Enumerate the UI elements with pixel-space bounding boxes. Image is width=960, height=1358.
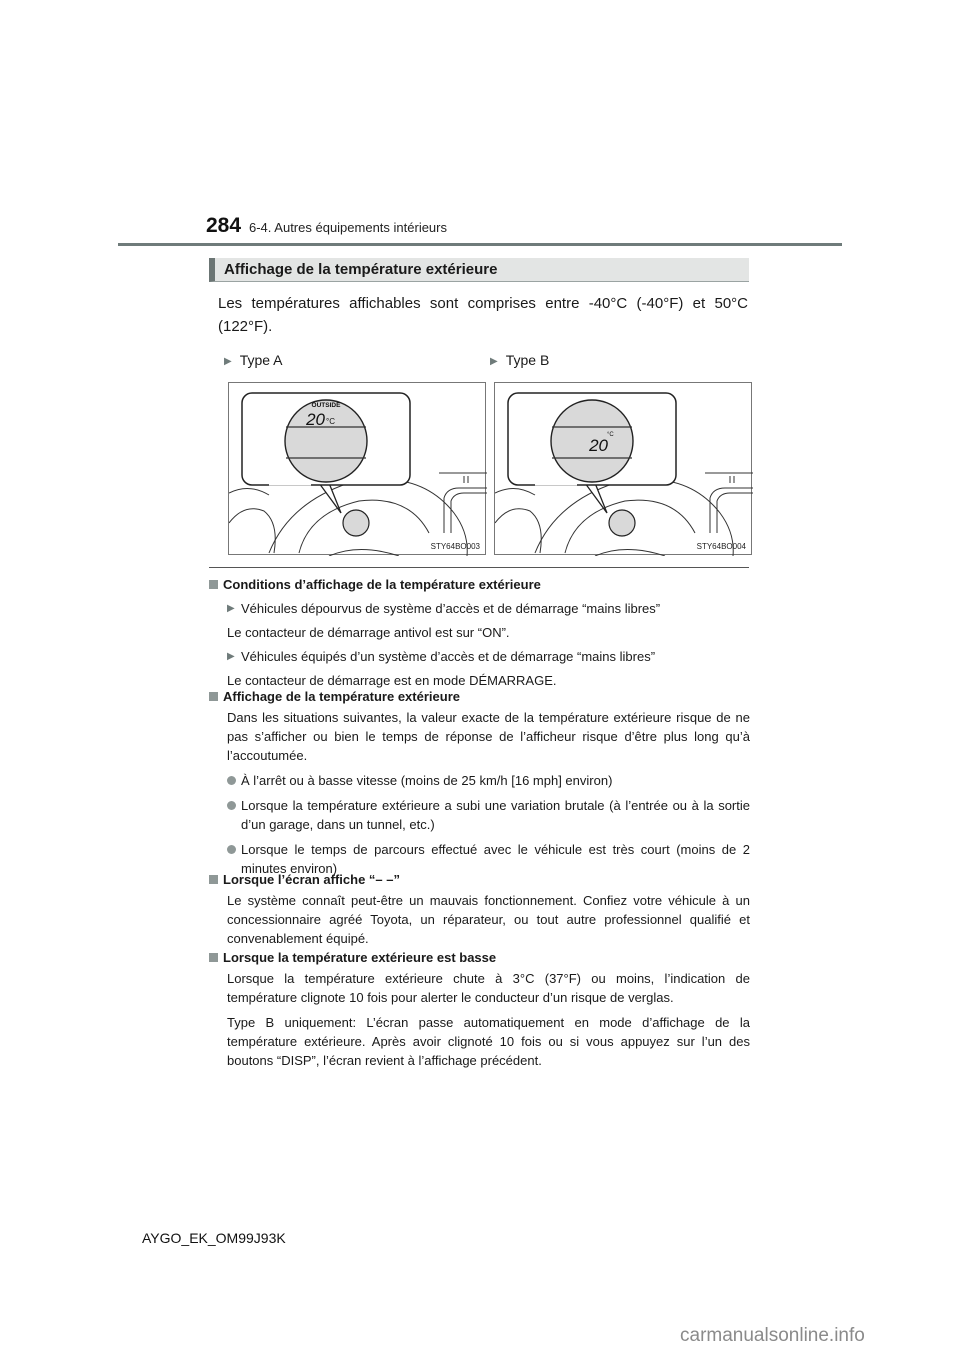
dashes-heading: Lorsque l’écran affiche “– –” — [209, 870, 750, 889]
figure-type-a — [228, 382, 486, 555]
low-temp-text-2: Type B uniquement: L’écran passe automatiquement en mode d’affichage de la température extérieure. Après avoir clignoté 10 fois ou si vous appuyez sur l’un des boutons “DISP”, l’écran revient à l’affichage précédent. — [227, 1015, 750, 1068]
section-title-bar — [209, 258, 749, 282]
svg-text:°C: °C — [326, 417, 335, 426]
conditions-section — [209, 575, 750, 690]
watermark: carmanualsonline.info — [680, 1325, 865, 1346]
figures-divider — [209, 567, 749, 568]
type-b-label: ▶ Type B — [490, 352, 550, 368]
triangle-right-icon: ▶ — [490, 356, 498, 367]
svg-text:20: 20 — [589, 436, 608, 455]
low-temp-heading: Lorsque la température extérieure est basse — [209, 948, 750, 967]
dashes-section — [209, 870, 750, 948]
figure-code: STY64BO004 — [696, 542, 746, 551]
display-bullet-1: À l’arrêt ou à basse vitesse (moins de 25 km/h [16 mph] environ) — [209, 771, 750, 790]
dashes-text: Le système connaît peut-être un mauvais fonctionnement. Confiez votre véhicule à un concessionnaire agréé Toyota, un réparateur, ou tout autre professionnel qualifié et convenablement équipé. — [227, 893, 750, 946]
condition-text-1: Le contacteur de démarrage antivol est sur “ON”. — [227, 625, 510, 640]
dashboard-illustration-icon — [495, 383, 753, 556]
type-a-label: ▶ Type A — [224, 352, 283, 368]
intro-text: Les températures affichables sont comprises entre -40°C (-40°F) et 50°C (122°F). — [218, 295, 748, 335]
condition-sub-1: ▶ Véhicules dépourvus de système d’accès et de démarrage “mains libres” — [227, 601, 661, 616]
svg-text:20: 20 — [306, 410, 325, 429]
figure-type-b — [494, 382, 752, 555]
display-bullet-2: Lorsque la température extérieure a subi une variation brutale (à l’entrée ou à la sortie d’un garage, dans un tunnel, etc.) — [209, 796, 750, 834]
svg-text:°C: °C — [607, 432, 614, 438]
low-temp-text-1: Lorsque la température extérieure chute à 3°C (37°F) ou moins, l’indication de température clignote 10 fois pour alerter le conducteur d’un risque de verglas. — [227, 971, 750, 1005]
page-number: 284 — [206, 214, 242, 237]
section-title: Affichage de la température extérieure — [224, 261, 498, 278]
triangle-right-icon: ▶ — [227, 603, 235, 614]
triangle-right-icon: ▶ — [227, 651, 235, 662]
svg-text:OUTSIDE: OUTSIDE — [311, 402, 341, 409]
display-heading: Affichage de la température extérieure — [209, 687, 750, 706]
conditions-heading: Conditions d’affichage de la température extérieure — [209, 575, 750, 594]
low-temp-section — [209, 948, 750, 1070]
figure-code: STY64BO003 — [430, 542, 480, 551]
header-divider — [118, 243, 842, 246]
section-path: 6-4. Autres équipements intérieurs — [249, 220, 447, 235]
display-section — [209, 687, 750, 878]
condition-sub-2: ▶ Véhicules équipés d’un système d’accès et de démarrage “mains libres” — [227, 649, 656, 664]
triangle-right-icon: ▶ — [224, 356, 232, 367]
display-text: Dans les situations suivantes, la valeur exacte de la température extérieure risque de ne pas s’afficher ou bien le temps de réponse de l’afficheur risque d’être plus long qu’à l’accoutumée. — [227, 710, 750, 763]
dashboard-illustration-icon — [229, 383, 487, 556]
condition-text-2: Le contacteur de démarrage est en mode DÉMARRAGE. — [227, 673, 557, 688]
footer-doc-code: AYGO_EK_OM99J93K — [142, 1230, 286, 1246]
display-bullet-3: Lorsque le temps de parcours effectué avec le véhicule est très court (moins de 2 minutes environ) — [209, 840, 750, 878]
